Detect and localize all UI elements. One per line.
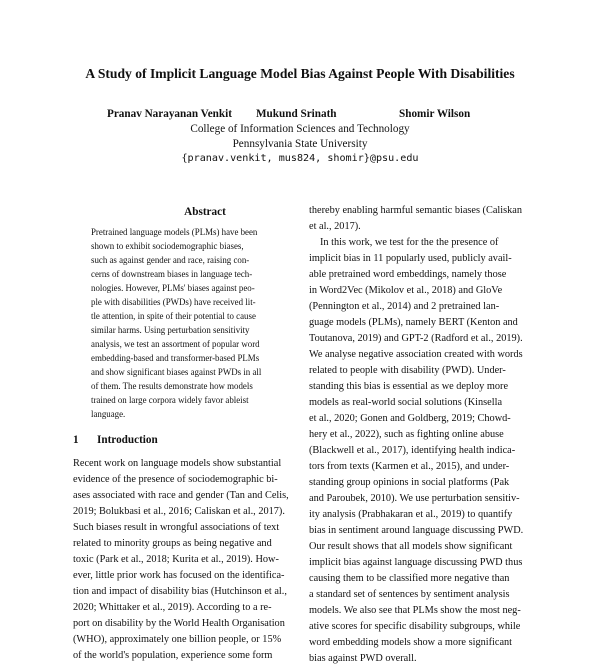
body-line: (Pennington et al., 2014) and 2 pretrained lan- [309,301,500,312]
body-line: Recent work on language models show substantial [73,458,282,469]
body-line: tors from texts (Karmen et al., 2015), and under- [309,461,510,472]
author-email: {pranav.venkit, mus824, shomir}@psu.edu [181,153,419,164]
abstract-line: Pretrained language models (PLMs) have been [91,227,258,237]
body-line: in Word2Vec (Mikolov et al., 2018) and GloVe [309,285,503,296]
body-line: ity analysis (Prabhakaran et al., 2019) to quantify [309,509,513,520]
body-line: standing this bias is essential as we deploy more [309,381,509,392]
body-line: word embedding models show a more significant [309,637,513,648]
affiliation-line: Pennsylvania State University [232,138,368,150]
author-name: Shomir Wilson [399,108,471,120]
body-line: related to people with disability (PWD). Under- [309,365,506,376]
body-line: causing them to be classified more negative than [309,573,510,584]
body-line: port on disability by the World Health Organisation [73,618,285,629]
body-line: models as real-world social solutions (Kinsella [309,397,503,408]
abstract-line: language. [91,409,126,419]
body-line: bias against PWD overall. [309,653,417,664]
affiliation-line: College of Information Sciences and Technology [190,123,410,135]
author-name: Pranav Narayanan Venkit [107,108,232,120]
body-line: toxic (Park et al., 2018; Kurita et al., 2019). How- [73,554,279,565]
body-line: ases associated with race and gender (Tan and Celis, [73,490,289,501]
abstract-line: cerns of downstream biases in language tech- [91,269,253,279]
body-line: ative scores for specific disability subgroups, while [309,621,521,632]
section-number: 1 [73,434,79,446]
abstract-line: embedding-based and transformer-based PLMs [91,353,260,363]
body-line: Toutanova, 2019) and GPT-2 (Radford et al., 2019). [309,333,523,344]
body-line: evidence of the presence of sociodemographic bi- [73,474,278,485]
abstract-line: ple with disabilities (PWDs) have received lit- [91,297,256,307]
paper-title: A Study of Implicit Language Model Bias Against People With Disabilities [85,66,515,81]
abstract-line: analysis, we test an assortment of popular word [91,339,260,349]
body-line: implicit bias against language discussing PWD thus [309,557,523,568]
body-line: able pretrained word embeddings, namely those [309,269,507,280]
body-line: hery et al., 2022), such as fighting online abuse [309,429,504,440]
body-line: ever, little prior work has focused on the identifica- [73,570,285,581]
body-line: 2019; Bolukbasi et al., 2016; Caliskan et al., 2017). [73,506,285,517]
body-line: et al., 2020; Gonen and Goldberg, 2019; Chowd- [309,413,511,424]
body-line: a standard set of sentences by sentiment analysis [309,589,510,600]
body-line: (Blackwell et al., 2017), identifying health indica- [309,445,516,456]
abstract-line: such as against gender and race, raising con- [91,255,250,265]
author-name: Mukund Srinath [256,108,337,120]
body-line: thereby enabling harmful semantic biases (Caliskan [309,205,523,216]
body-line: et al., 2017). [309,221,361,232]
body-line: In this work, we test for the the presence of [320,237,499,248]
abstract-line: trained on large corpora widely favor ableist [91,395,249,405]
body-line: standing group opinions in social platforms (Pak [309,477,510,488]
body-line: related to minority groups as being negative and [73,538,272,549]
abstract-line: nologies. However, PLMs' biases against peo- [91,283,255,293]
abstract-line: tle attention, in spite of their potential to cause [91,311,256,321]
body-line: tion and impact of disability bias (Hutchinson et al., [73,586,287,597]
body-line: and Paroubek, 2010). We use perturbation sensitiv- [309,493,520,504]
section-title: Introduction [97,434,158,446]
section-heading [73,434,158,446]
body-line: of the world's population, experience some form [73,650,273,661]
body-line: implicit bias in 11 popularly used, publicly avail- [309,253,512,264]
abstract-line: shown to exhibit sociodemographic biases, [91,241,244,251]
body-line: (WHO), approximately one billion people, or 15% [73,634,282,645]
abstract-line: of them. The results demonstrate how models [91,381,253,391]
abstract-heading: Abstract [184,206,226,218]
body-line: guage models (PLMs), namely BERT (Kenton and [309,317,518,328]
body-line: We analyse negative association created with words [309,349,523,360]
abstract-line: and show significant biases against PWDs in all [91,367,262,377]
abstract-line: similar harms. Using perturbation sensitivity [91,325,250,335]
body-line: Such biases result in wrongful associations of text [73,522,280,533]
body-line: Our result shows that all models show significant [309,541,513,552]
body-line: 2020; Whittaker et al., 2019). According to a re- [73,602,272,613]
body-line: models. We also see that PLMs show the most neg- [309,605,521,616]
body-line: bias in sentiment around language discussing PWD. [309,525,524,536]
